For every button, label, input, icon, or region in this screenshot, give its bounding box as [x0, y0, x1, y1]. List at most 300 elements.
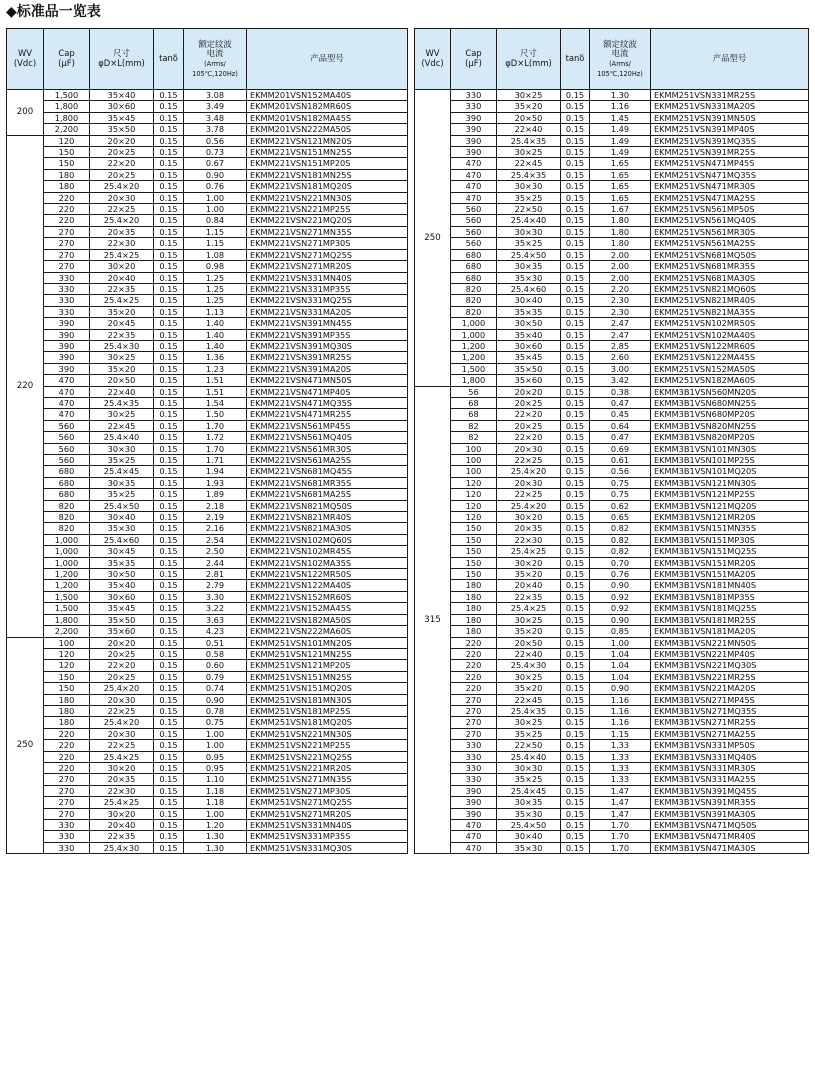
tan-delta-cell: 0.15	[154, 397, 184, 408]
ripple-current-cell: 1.54	[184, 397, 247, 408]
ripple-current-cell: 0.51	[184, 637, 247, 648]
ripple-current-cell: 1.00	[184, 192, 247, 203]
size-cell: 22×30	[497, 534, 561, 545]
tan-delta-cell: 0.15	[561, 728, 590, 739]
ripple-current-cell: 2.16	[184, 523, 247, 534]
tan-delta-cell: 0.15	[561, 329, 590, 340]
ripple-current-cell: 1.51	[184, 375, 247, 386]
ripple-current-cell: 1.16	[590, 717, 651, 728]
cap-cell: 150	[451, 546, 497, 557]
tan-delta-cell: 0.15	[561, 249, 590, 260]
table-row	[415, 249, 809, 260]
tan-delta-cell: 0.15	[561, 318, 590, 329]
table-row	[415, 808, 809, 819]
model-cell: EKMM221VSN391MQ30S	[247, 340, 408, 351]
cap-cell: 270	[44, 249, 90, 260]
tan-delta-cell: 0.15	[154, 466, 184, 477]
ripple-current-cell: 2.20	[590, 283, 651, 294]
model-cell: EKMM251VSN821MQ60S	[651, 283, 809, 294]
size-cell: 22×40	[497, 648, 561, 659]
size-cell: 30×25	[497, 90, 561, 101]
ripple-current-cell: 0.47	[590, 432, 651, 443]
model-cell: EKMM3B1VSN331MR30S	[651, 762, 809, 773]
ripple-current-cell: 0.56	[590, 466, 651, 477]
tan-delta-cell: 0.15	[561, 306, 590, 317]
tan-delta-cell: 0.15	[561, 660, 590, 671]
size-cell: 35×20	[497, 626, 561, 637]
ripple-current-cell: 0.69	[590, 443, 651, 454]
tan-delta-cell: 0.15	[561, 147, 590, 158]
model-cell: EKMM251VSN271MQ25S	[247, 797, 408, 808]
table-row	[7, 432, 408, 443]
ripple-current-cell: 1.40	[184, 340, 247, 351]
model-cell: EKMM3B1VSN151MA20S	[651, 569, 809, 580]
header-cap: Cap (μF)	[44, 29, 90, 90]
model-cell: EKMM3B1VSN221MN50S	[651, 637, 809, 648]
table-row	[7, 158, 408, 169]
tan-delta-cell: 0.15	[154, 158, 184, 169]
size-cell: 35×30	[90, 523, 154, 534]
table-row	[7, 728, 408, 739]
model-cell: EKMM221VSN681MQ45S	[247, 466, 408, 477]
model-cell: EKMM251VSN122MA45S	[651, 352, 809, 363]
size-cell: 22×25	[497, 455, 561, 466]
cap-cell: 68	[451, 409, 497, 420]
tan-delta-cell: 0.15	[154, 534, 184, 545]
tan-delta-cell: 0.15	[154, 671, 184, 682]
tan-delta-cell: 0.15	[154, 808, 184, 819]
size-cell: 35×60	[90, 626, 154, 637]
ripple-current-cell: 1.04	[590, 671, 651, 682]
table-row	[415, 569, 809, 580]
cap-cell: 470	[44, 409, 90, 420]
ripple-current-cell: 0.82	[590, 534, 651, 545]
model-cell: EKMM221VSN561MQ40S	[247, 432, 408, 443]
ripple-current-cell: 0.75	[590, 477, 651, 488]
tan-delta-cell: 0.15	[561, 717, 590, 728]
ripple-current-cell: 1.65	[590, 158, 651, 169]
cap-cell: 820	[451, 295, 497, 306]
table-row	[415, 751, 809, 762]
model-cell: EKMM251VSN151MQ20S	[247, 683, 408, 694]
tan-delta-cell: 0.15	[561, 512, 590, 523]
tan-delta-cell: 0.15	[154, 740, 184, 751]
model-cell: EKMM221VSN561MR30S	[247, 443, 408, 454]
tan-delta-cell: 0.15	[154, 569, 184, 580]
size-cell: 35×40	[90, 580, 154, 591]
table-row	[7, 660, 408, 671]
ripple-current-cell: 1.04	[590, 660, 651, 671]
ripple-current-cell: 0.84	[184, 215, 247, 226]
tan-delta-cell: 0.15	[154, 329, 184, 340]
size-cell: 20×40	[497, 580, 561, 591]
ripple-current-cell: 0.78	[184, 705, 247, 716]
table-row	[415, 352, 809, 363]
cap-cell: 330	[44, 295, 90, 306]
model-cell: EKMM3B1VSN181MR25S	[651, 614, 809, 625]
table-row	[415, 363, 809, 374]
table-row	[7, 477, 408, 488]
table-row	[7, 204, 408, 215]
model-cell: EKMM251VSN471MP45S	[651, 158, 809, 169]
table-row	[7, 614, 408, 625]
size-cell: 20×25	[90, 147, 154, 158]
cap-cell: 330	[44, 272, 90, 283]
model-cell: EKMM251VSN102MA40S	[651, 329, 809, 340]
standard-products-table-right	[414, 28, 809, 854]
ripple-current-cell: 0.75	[184, 717, 247, 728]
model-cell: EKMM221VSN271MR20S	[247, 261, 408, 272]
size-cell: 35×20	[90, 363, 154, 374]
ripple-current-cell: 1.71	[184, 455, 247, 466]
model-cell: EKMM251VSN151MN25S	[247, 671, 408, 682]
model-cell: EKMM251VSN221MR20S	[247, 762, 408, 773]
ripple-current-cell: 1.15	[184, 226, 247, 237]
table-row	[415, 831, 809, 842]
tan-delta-cell: 0.15	[561, 523, 590, 534]
table-header-row	[415, 29, 809, 90]
cap-cell: 220	[451, 660, 497, 671]
size-cell: 25.4×35	[90, 397, 154, 408]
size-cell: 35×40	[90, 90, 154, 101]
ripple-current-cell: 0.76	[184, 181, 247, 192]
size-cell: 22×45	[90, 420, 154, 431]
table-row	[7, 329, 408, 340]
model-cell: EKMM221VSN471MQ35S	[247, 397, 408, 408]
ripple-current-cell: 1.67	[590, 204, 651, 215]
ripple-current-cell: 1.49	[590, 135, 651, 146]
cap-cell: 680	[451, 249, 497, 260]
table-row	[7, 124, 408, 135]
ripple-current-cell: 1.25	[184, 272, 247, 283]
size-cell: 25.4×25	[90, 751, 154, 762]
size-cell: 25.4×25	[90, 295, 154, 306]
ripple-current-cell: 4.23	[184, 626, 247, 637]
table-row	[415, 169, 809, 180]
model-cell: EKMM221VSN331MA20S	[247, 306, 408, 317]
table-row	[7, 409, 408, 420]
size-cell: 30×30	[497, 762, 561, 773]
cap-cell: 120	[451, 489, 497, 500]
size-cell: 22×40	[497, 124, 561, 135]
ripple-current-cell: 3.63	[184, 614, 247, 625]
size-cell: 35×20	[90, 306, 154, 317]
table-row	[415, 375, 809, 386]
table-row	[7, 215, 408, 226]
size-cell: 25.4×40	[497, 215, 561, 226]
table-row	[7, 295, 408, 306]
model-cell: EKMM201VSN182MR60S	[247, 101, 408, 112]
model-cell: EKMM221VSN331MN40S	[247, 272, 408, 283]
table-row	[7, 774, 408, 785]
ripple-current-cell: 0.38	[590, 386, 651, 397]
size-cell: 30×20	[497, 512, 561, 523]
cap-cell: 330	[44, 306, 90, 317]
size-cell: 35×35	[90, 557, 154, 568]
model-cell: EKMM221VSN102MQ60S	[247, 534, 408, 545]
ripple-current-cell: 1.18	[184, 797, 247, 808]
model-cell: EKMM221VSN102MR45S	[247, 546, 408, 557]
size-cell: 22×25	[90, 204, 154, 215]
cap-cell: 220	[44, 740, 90, 751]
tan-delta-cell: 0.15	[154, 443, 184, 454]
table-row	[7, 226, 408, 237]
model-cell: EKMM3B1VSN151MP30S	[651, 534, 809, 545]
cap-cell: 470	[44, 386, 90, 397]
ripple-current-cell: 1.80	[590, 215, 651, 226]
size-cell: 35×60	[497, 375, 561, 386]
tan-delta-cell: 0.15	[561, 204, 590, 215]
model-cell: EKMM3B1VSN101MQ20S	[651, 466, 809, 477]
ripple-current-cell: 0.90	[590, 614, 651, 625]
tan-delta-cell: 0.15	[154, 283, 184, 294]
ripple-current-cell: 2.00	[590, 272, 651, 283]
table-row	[415, 147, 809, 158]
ripple-current-cell: 1.94	[184, 466, 247, 477]
model-cell: EKMM3B1VSN471MQ50S	[651, 820, 809, 831]
table-row	[7, 603, 408, 614]
tan-delta-cell: 0.15	[561, 215, 590, 226]
table-row	[415, 523, 809, 534]
tan-delta-cell: 0.15	[154, 477, 184, 488]
cap-cell: 1,000	[451, 329, 497, 340]
model-cell: EKMM3B1VSN391MR35S	[651, 797, 809, 808]
table-row	[415, 762, 809, 773]
ripple-current-cell: 1.30	[590, 90, 651, 101]
table-row	[415, 124, 809, 135]
size-cell: 30×60	[90, 591, 154, 602]
ripple-current-cell: 1.65	[590, 169, 651, 180]
cap-cell: 120	[451, 512, 497, 523]
cap-cell: 1,800	[44, 614, 90, 625]
cap-cell: 470	[44, 375, 90, 386]
wv-cell: 220	[7, 135, 44, 637]
size-cell: 20×30	[90, 728, 154, 739]
model-cell: EKMM251VSN391MR25S	[651, 147, 809, 158]
ripple-current-cell: 0.45	[590, 409, 651, 420]
cap-cell: 390	[451, 112, 497, 123]
table-row	[415, 135, 809, 146]
cap-cell: 150	[44, 683, 90, 694]
ripple-current-cell: 1.16	[590, 694, 651, 705]
ripple-current-cell: 0.75	[590, 489, 651, 500]
tan-delta-cell: 0.15	[561, 671, 590, 682]
ripple-current-cell: 0.58	[184, 648, 247, 659]
tan-delta-cell: 0.15	[154, 420, 184, 431]
model-cell: EKMM201VSN222MA50S	[247, 124, 408, 135]
model-cell: EKMM251VSN681MA30S	[651, 272, 809, 283]
cap-cell: 270	[44, 226, 90, 237]
tan-delta-cell: 0.15	[561, 295, 590, 306]
cap-cell: 390	[44, 352, 90, 363]
model-cell: EKMM221VSN391MN45S	[247, 318, 408, 329]
size-cell: 30×45	[90, 546, 154, 557]
cap-cell: 330	[44, 842, 90, 853]
table-row	[7, 489, 408, 500]
model-cell: EKMM3B1VSN181MQ25S	[651, 603, 809, 614]
tan-delta-cell: 0.15	[154, 820, 184, 831]
ripple-current-cell: 0.90	[184, 694, 247, 705]
tan-delta-cell: 0.15	[154, 580, 184, 591]
model-cell: EKMM251VSN271MP30S	[247, 785, 408, 796]
size-cell: 22×45	[497, 694, 561, 705]
model-cell: EKMM221VSN271MQ25S	[247, 249, 408, 260]
cap-cell: 470	[451, 842, 497, 853]
size-cell: 22×50	[497, 740, 561, 751]
tan-delta-cell: 0.15	[561, 466, 590, 477]
table-row	[415, 443, 809, 454]
tan-delta-cell: 0.15	[154, 306, 184, 317]
model-cell: EKMM3B1VSN181MN40S	[651, 580, 809, 591]
cap-cell: 270	[451, 717, 497, 728]
cap-cell: 470	[44, 397, 90, 408]
cap-cell: 1,500	[451, 363, 497, 374]
cap-cell: 82	[451, 432, 497, 443]
cap-cell: 180	[44, 169, 90, 180]
model-cell: EKMM3B1VSN271MP45S	[651, 694, 809, 705]
table-row	[415, 306, 809, 317]
tan-delta-cell: 0.15	[561, 626, 590, 637]
ripple-current-cell: 2.18	[184, 500, 247, 511]
size-cell: 20×30	[497, 477, 561, 488]
model-cell: EKMM221VSN222MA60S	[247, 626, 408, 637]
cap-cell: 390	[451, 135, 497, 146]
ripple-current-cell: 1.72	[184, 432, 247, 443]
model-cell: EKMM3B1VSN471MR40S	[651, 831, 809, 842]
ripple-current-cell: 1.15	[184, 238, 247, 249]
size-cell: 35×35	[497, 306, 561, 317]
size-cell: 25.4×45	[90, 466, 154, 477]
size-cell: 22×50	[497, 204, 561, 215]
cap-cell: 100	[44, 637, 90, 648]
size-cell: 30×30	[497, 181, 561, 192]
size-cell: 35×40	[497, 329, 561, 340]
cap-cell: 1,200	[44, 580, 90, 591]
model-cell: EKMM251VSN121MP20S	[247, 660, 408, 671]
size-cell: 30×35	[497, 797, 561, 808]
cap-cell: 560	[451, 238, 497, 249]
ripple-current-cell: 0.90	[590, 580, 651, 591]
cap-cell: 180	[44, 717, 90, 728]
size-cell: 22×20	[497, 409, 561, 420]
ripple-current-cell: 0.73	[184, 147, 247, 158]
table-row	[415, 397, 809, 408]
table-row	[7, 443, 408, 454]
size-cell: 25.4×60	[497, 283, 561, 294]
ripple-current-cell: 0.92	[590, 591, 651, 602]
ripple-current-cell: 2.54	[184, 534, 247, 545]
size-cell: 35×25	[497, 774, 561, 785]
tan-delta-cell: 0.15	[154, 591, 184, 602]
size-cell: 35×30	[497, 808, 561, 819]
model-cell: EKMM221VSN151MP20S	[247, 158, 408, 169]
cap-cell: 150	[451, 557, 497, 568]
ripple-current-cell: 0.70	[590, 557, 651, 568]
table-row	[7, 683, 408, 694]
cap-cell: 220	[44, 762, 90, 773]
tan-delta-cell: 0.15	[154, 112, 184, 123]
cap-cell: 220	[451, 648, 497, 659]
table-row	[7, 192, 408, 203]
model-cell: EKMM3B1VSN271MA25S	[651, 728, 809, 739]
cap-cell: 270	[44, 774, 90, 785]
cap-cell: 270	[44, 238, 90, 249]
ripple-current-cell: 1.65	[590, 192, 651, 203]
tan-delta-cell: 0.15	[154, 432, 184, 443]
size-cell: 25.4×35	[497, 169, 561, 180]
cap-cell: 220	[451, 683, 497, 694]
cap-cell: 330	[44, 283, 90, 294]
model-cell: EKMM251VSN271MR20S	[247, 808, 408, 819]
cap-cell: 180	[451, 591, 497, 602]
ripple-current-cell: 0.62	[590, 500, 651, 511]
ripple-current-cell: 2.30	[590, 295, 651, 306]
table-row	[7, 797, 408, 808]
model-cell: EKMM221VSN471MP40S	[247, 386, 408, 397]
tan-delta-cell: 0.15	[154, 751, 184, 762]
model-cell: EKMM251VSN271MN35S	[247, 774, 408, 785]
table-header-row	[7, 29, 408, 90]
tan-delta-cell: 0.15	[561, 238, 590, 249]
cap-cell: 220	[44, 751, 90, 762]
model-cell: EKMM3B1VSN331MP50S	[651, 740, 809, 751]
cap-cell: 1,200	[44, 569, 90, 580]
size-cell: 35×45	[90, 603, 154, 614]
size-cell: 30×50	[90, 569, 154, 580]
table-row	[7, 306, 408, 317]
model-cell: EKMM221VSN331MQ25S	[247, 295, 408, 306]
table-row	[7, 831, 408, 842]
cap-cell: 270	[451, 694, 497, 705]
page-title: ◆标准品一览表	[6, 4, 101, 20]
cap-cell: 270	[451, 705, 497, 716]
tan-delta-cell: 0.15	[154, 842, 184, 853]
cap-cell: 180	[44, 181, 90, 192]
tan-delta-cell: 0.15	[154, 626, 184, 637]
model-cell: EKMM3B1VSN391MQ45S	[651, 785, 809, 796]
ripple-current-cell: 1.30	[184, 842, 247, 853]
wv-cell: 200	[7, 90, 44, 136]
model-cell: EKMM221VSN182MA50S	[247, 614, 408, 625]
cap-cell: 120	[44, 660, 90, 671]
table-row	[415, 295, 809, 306]
tan-delta-cell: 0.15	[154, 603, 184, 614]
tan-delta-cell: 0.15	[561, 158, 590, 169]
ripple-current-cell: 2.50	[184, 546, 247, 557]
model-cell: EKMM251VSN391MP40S	[651, 124, 809, 135]
size-cell: 25.4×25	[90, 249, 154, 260]
model-cell: EKMM251VSN471MR30S	[651, 181, 809, 192]
ripple-current-cell: 1.10	[184, 774, 247, 785]
cap-cell: 390	[451, 147, 497, 158]
size-cell: 22×25	[90, 705, 154, 716]
size-cell: 25.4×20	[90, 181, 154, 192]
tan-delta-cell: 0.15	[154, 500, 184, 511]
model-cell: EKMM3B1VSN181MA20S	[651, 626, 809, 637]
tan-delta-cell: 0.15	[561, 797, 590, 808]
table-row	[415, 386, 809, 397]
size-cell: 35×20	[497, 569, 561, 580]
table-row	[415, 238, 809, 249]
model-cell: EKMM221VSN221MQ20S	[247, 215, 408, 226]
size-cell: 35×25	[497, 728, 561, 739]
model-cell: EKMM3B1VSN221MA20S	[651, 683, 809, 694]
ripple-current-cell: 0.74	[184, 683, 247, 694]
ripple-current-cell: 0.90	[184, 169, 247, 180]
model-cell: EKMM3B1VSN121MR20S	[651, 512, 809, 523]
size-cell: 30×35	[497, 261, 561, 272]
size-cell: 22×35	[90, 283, 154, 294]
